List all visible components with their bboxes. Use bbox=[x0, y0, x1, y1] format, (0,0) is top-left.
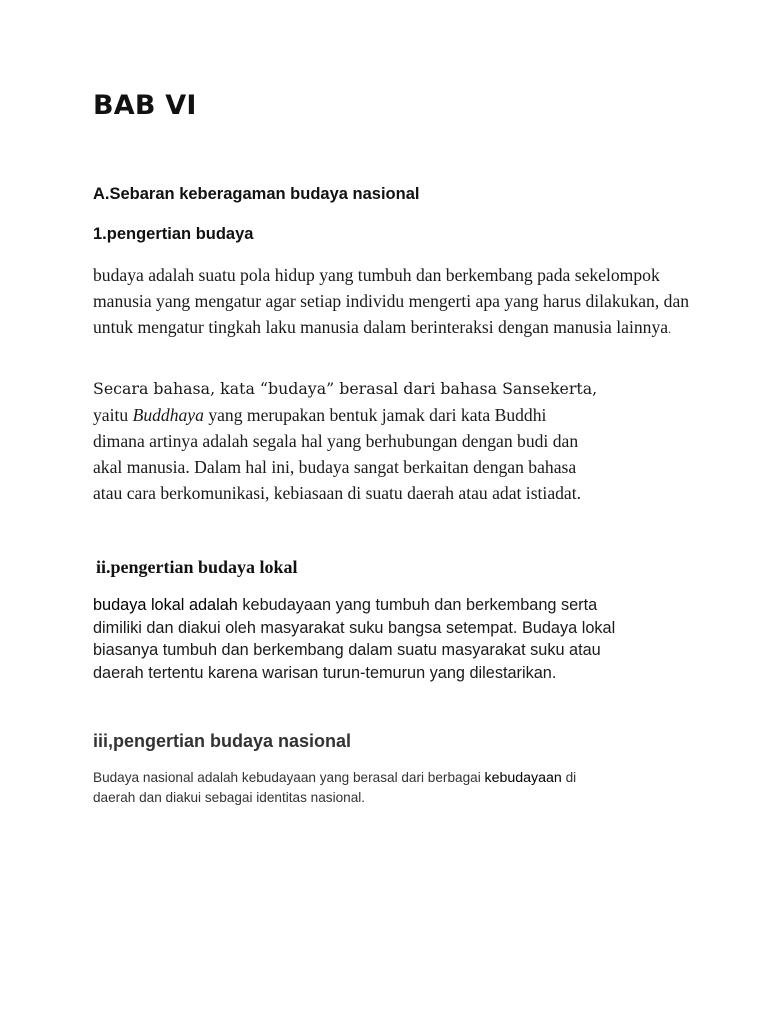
local-culture-paragraph bbox=[93, 594, 693, 684]
kebudayaan-term: kebudayaan bbox=[484, 770, 562, 786]
etymology-line-4: akal manusia. Dalam hal ini, budaya sangat berkaitan dengan bahasa bbox=[93, 457, 577, 477]
etymology-line-5: atau cara berkomunikasi, kebiasaan di suatu daerah atau adat istiadat. bbox=[93, 483, 582, 503]
definition-end-mark: . bbox=[668, 322, 672, 336]
etymology-line-3: dimana artinya adalah segala hal yang berhubungan dengan budi dan bbox=[93, 431, 579, 451]
section-ii-heading: ii.pengertian budaya lokal bbox=[96, 557, 298, 577]
national-culture-line-1 bbox=[93, 768, 693, 788]
national-culture-line-1-suffix: di bbox=[561, 770, 577, 785]
local-culture-line-1 bbox=[93, 594, 693, 617]
buddhaya-term: Buddhaya bbox=[132, 405, 204, 425]
etymology-line-2-suffix: yang merupakan bentuk jamak dari kata Buddhi bbox=[203, 405, 547, 425]
etymology-paragraph bbox=[93, 376, 693, 506]
section-a-heading: A.Sebaran keberagaman budaya nasional bbox=[93, 185, 420, 203]
national-culture-paragraph bbox=[93, 768, 693, 808]
etymology-line-1: Secara bahasa, kata “budaya” berasal dari bahasa Sansekerta, bbox=[93, 379, 598, 398]
section-1-heading: 1.pengertian budaya bbox=[93, 225, 254, 243]
local-culture-line-4: daerah tertentu karena warisan turun-temurun yang dilestarikan. bbox=[93, 663, 557, 682]
national-culture-line-2: daerah dan diakui sebagai identitas nasional. bbox=[93, 790, 366, 805]
etymology-line-2-prefix: yaitu bbox=[93, 405, 133, 425]
local-culture-lead: budaya lokal adalah bbox=[93, 596, 238, 614]
definition-paragraph bbox=[93, 262, 693, 342]
local-culture-line-2: dimiliki dan diakui oleh masyarakat suku bangsa setempat. Budaya lokal bbox=[93, 618, 616, 637]
definition-text: budaya adalah suatu pola hidup yang tumbuh dan berkembang pada sekelompok manusia yang mengatur agar setiap individu mengerti apa yang harus dilakukan, dan untuk mengatur tingkah laku manusia dalam berinteraksi dengan manusia lainnya bbox=[93, 265, 690, 337]
section-iii-heading: iii,pengertian budaya nasional bbox=[93, 731, 352, 751]
local-culture-line-3: biasanya tumbuh dan berkembang dalam suatu masyarakat suku atau bbox=[93, 641, 601, 659]
etymology-line-2 bbox=[93, 402, 693, 428]
national-culture-line-1-prefix: Budaya nasional adalah kebudayaan yang berasal dari berbagai bbox=[93, 770, 485, 785]
chapter-title: BAB VI bbox=[93, 90, 197, 121]
local-culture-line-1-rest: kebudayaan yang tumbuh dan berkembang serta bbox=[237, 596, 598, 614]
